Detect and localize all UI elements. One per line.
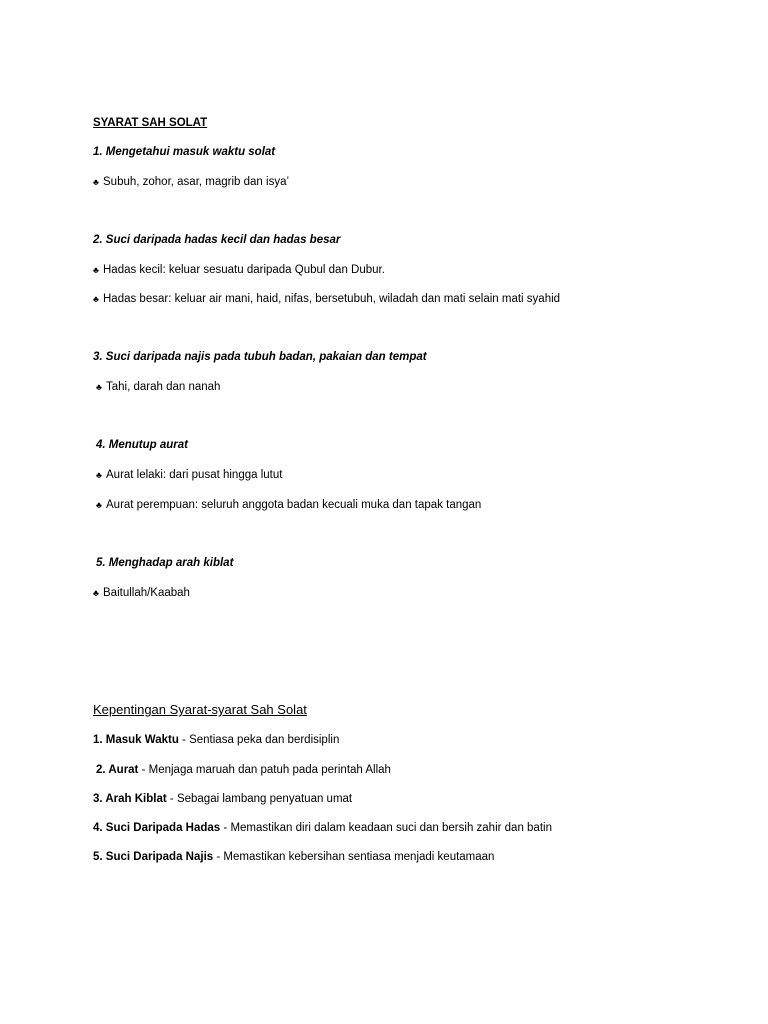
section-title-kepentingan: Kepentingan Syarat-syarat Sah Solat xyxy=(93,702,307,717)
bullet-item: ♣ Subuh, zohor, asar, magrib dan isya’ xyxy=(93,176,290,188)
importance-item: 3. Arah Kiblat - Sebagai lambang penyatuan umat xyxy=(93,793,353,805)
club-suit-icon: ♣ xyxy=(96,470,102,480)
bullet-item: ♣ Tahi, darah dan nanah xyxy=(96,381,221,393)
bullet-item: ♣ Aurat lelaki: dari pusat hingga lutut xyxy=(96,469,283,481)
condition-heading-4: 4. Menutup aurat xyxy=(96,439,189,451)
club-suit-icon: ♣ xyxy=(96,500,102,510)
club-suit-icon: ♣ xyxy=(93,265,99,275)
club-suit-icon: ♣ xyxy=(93,588,99,598)
condition-heading-5: 5. Menghadap arah kiblat xyxy=(96,557,234,569)
bullet-item: ♣ Aurat perempuan: seluruh anggota badan kecuali muka dan tapak tangan xyxy=(96,499,482,511)
importance-item: 1. Masuk Waktu - Sentiasa peka dan berdisiplin xyxy=(93,734,340,746)
condition-heading-2: 2. Suci daripada hadas kecil dan hadas besar xyxy=(93,234,341,246)
importance-item: 5. Suci Daripada Najis - Memastikan kebersihan sentiasa menjadi keutamaan xyxy=(93,851,495,863)
condition-heading-1: 1. Mengetahui masuk waktu solat xyxy=(93,146,276,158)
club-suit-icon: ♣ xyxy=(96,382,102,392)
section-title-syarat: SYARAT SAH SOLAT xyxy=(93,117,208,129)
bullet-item: ♣ Hadas kecil: keluar sesuatu daripada Qubul dan Dubur. xyxy=(93,264,385,276)
club-suit-icon: ♣ xyxy=(93,177,99,187)
importance-item: 2. Aurat - Menjaga maruah dan patuh pada perintah Allah xyxy=(96,764,391,776)
bullet-item: ♣ Hadas besar: keluar air mani, haid, nifas, bersetubuh, wiladah dan mati selain mati syahid xyxy=(93,293,561,305)
bullet-item: ♣ Baitullah/Kaabah xyxy=(93,587,190,599)
condition-heading-3: 3. Suci daripada najis pada tubuh badan, pakaian dan tempat xyxy=(93,351,427,363)
club-suit-icon: ♣ xyxy=(93,294,99,304)
importance-item: 4. Suci Daripada Hadas - Memastikan diri dalam keadaan suci dan bersih zahir dan batin xyxy=(93,822,552,834)
